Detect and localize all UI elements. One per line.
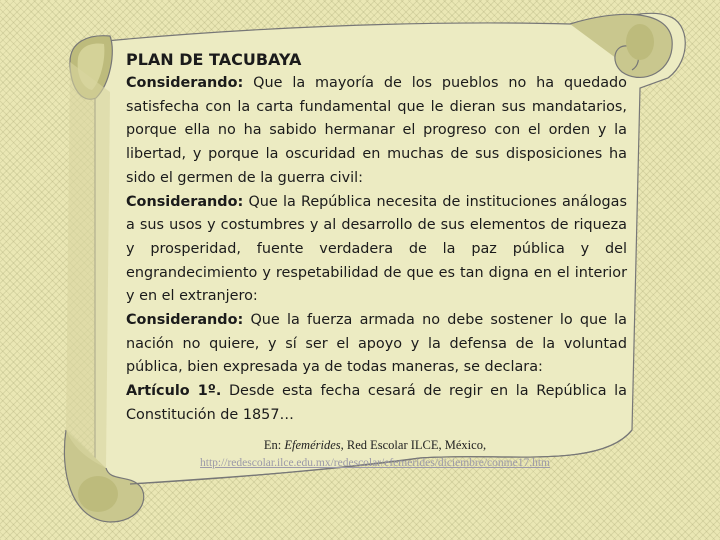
- document-body: [126, 72, 627, 428]
- considerando-label: Considerando:: [126, 312, 244, 329]
- source-work: Efemérides: [284, 438, 341, 452]
- source-citation: [140, 436, 610, 472]
- considerando-label: Considerando:: [126, 75, 244, 91]
- bottom-left-roll-inner: [78, 476, 118, 512]
- document-title: PLAN DE TACUBAYA: [126, 50, 302, 69]
- paragraph-text: Que la República necesita de instituciones análogas a sus usos y costumbres y al desarrollo de sus elementos de riqueza y prosperidad, fuente verdadera de la paz pública y del engrandecimiento y respetabilidad de que es tan digna en el interior y en el extranjero:: [126, 193, 627, 305]
- paragraph-1: [126, 75, 627, 186]
- source-prefix: En:: [263, 438, 285, 452]
- paragraph-2: [126, 194, 627, 305]
- document-content: [126, 50, 627, 428]
- paragraph-3: [126, 312, 627, 375]
- articulo-label: Artículo 1º.: [126, 383, 222, 400]
- top-right-curl-inner: [626, 24, 654, 60]
- paragraph-text: Desde esta fecha cesará de regir en la República la Constitución de 1857…: [126, 383, 627, 423]
- left-roll-shade: [66, 62, 110, 468]
- considerando-label: Considerando:: [126, 193, 244, 210]
- paragraph-4: [126, 383, 627, 423]
- source-link[interactable]: http://redescolar.ilce.edu.mx/redescolar/efemerides/diciembre/conme17.htm: [200, 457, 550, 469]
- paragraph-text: Que la mayoría de los pueblos no ha quedado satisfecha con la carta fundamental que le dieran sus mandatarios, porque ella no ha sabido hermanar el progreso con el orden y la libertad, y porque la oscuridad en muchas de sus disposiciones ha sido el germen de la guerra civil:: [126, 75, 627, 186]
- source-suffix: , Red Escolar ILCE, México,: [340, 438, 487, 452]
- paragraph-text: Que la fuerza armada no debe sostener lo que la nación no quiere, y sí ser el apoyo y la defensa de la voluntad pública, bien expresada ya de todas maneras, se declara:: [126, 312, 627, 376]
